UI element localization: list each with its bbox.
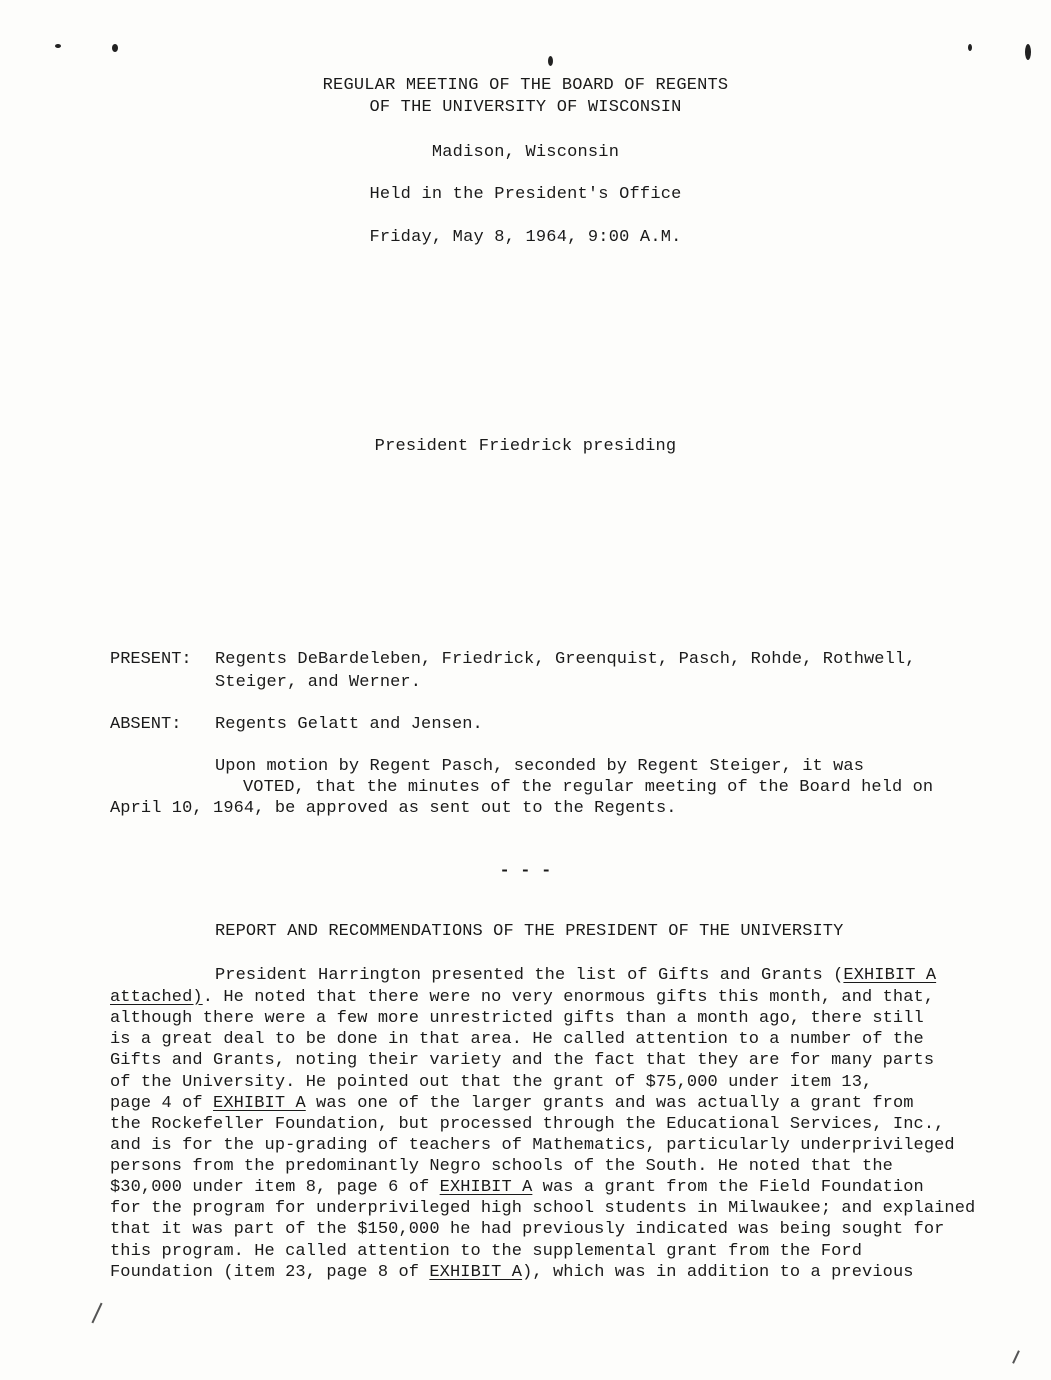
meeting-title-line1: REGULAR MEETING OF THE BOARD OF REGENTS <box>322 76 729 95</box>
scan-speck <box>968 44 972 51</box>
exhibit-a-reference: EXHIBIT A <box>213 1094 306 1113</box>
present-list-line2: Steiger, and Werner. <box>215 673 422 692</box>
scan-mark <box>1012 1350 1020 1364</box>
motion-line1: Upon motion by Regent Pasch, seconded by Regent Steiger, it was <box>215 757 865 776</box>
report-text: page 4 of <box>110 1094 214 1113</box>
scan-speck <box>55 44 61 48</box>
report-line2 <box>110 988 934 1007</box>
report-line15 <box>110 1263 914 1282</box>
report-line13: that it was part of the $150,000 he had previously indicated was being sought for <box>110 1220 945 1239</box>
meeting-datetime: Friday, May 8, 1964, 9:00 A.M. <box>369 228 682 247</box>
absent-list: Regents Gelatt and Jensen. <box>215 715 483 734</box>
report-line3: although there were a few more unrestricted gifts than a month ago, there still <box>110 1009 924 1028</box>
meeting-title-line2: OF THE UNIVERSITY OF WISCONSIN <box>369 98 682 117</box>
scan-speck <box>1025 44 1031 60</box>
report-line9: and is for the up-grading of teachers of Mathematics, particularly underprivileged <box>110 1136 955 1155</box>
report-line14: this program. He called attention to the supplemental grant from the Ford <box>110 1242 863 1261</box>
motion-line2: VOTED, that the minutes of the regular meeting of the Board held on <box>243 778 934 797</box>
report-line4: is a great deal to be done in that area. He called attention to a number of the <box>110 1030 924 1049</box>
section-separator: - - - <box>499 862 552 881</box>
report-text: President Harrington presented the list of Gifts and Grants ( <box>215 966 844 985</box>
motion-line3: April 10, 1964, be approved as sent out to the Regents. <box>110 799 677 818</box>
report-text: ), which was in addition to a previous <box>522 1263 914 1282</box>
exhibit-a-reference: EXHIBIT A <box>429 1263 523 1282</box>
presiding-line: President Friedrick presiding <box>374 437 677 456</box>
report-line10: persons from the predominantly Negro schools of the South. He noted that the <box>110 1157 893 1176</box>
scan-mark <box>91 1303 102 1324</box>
report-line12: for the program for underprivileged high school students in Milwaukee; and explained <box>110 1199 976 1218</box>
present-list-line1: Regents DeBardeleben, Friedrick, Greenquist, Pasch, Rohde, Rothwell, <box>215 650 916 669</box>
absent-label: ABSENT: <box>110 715 182 734</box>
present-label: PRESENT: <box>110 650 192 669</box>
exhibit-a-reference: EXHIBIT A <box>439 1178 533 1197</box>
report-line11 <box>110 1178 924 1197</box>
exhibit-a-reference: attached) <box>110 988 203 1007</box>
meeting-venue: Held in the President's Office <box>369 185 682 204</box>
scan-speck <box>112 44 118 52</box>
report-line5: Gifts and Grants, noting their variety and the fact that they are for many parts <box>110 1051 935 1070</box>
report-text: Foundation (item 23, page 8 of <box>110 1263 430 1282</box>
report-line6: of the University. He pointed out that the grant of $75,000 under item 13, <box>110 1073 873 1092</box>
exhibit-a-reference: EXHIBIT A <box>843 966 937 985</box>
report-text: . He noted that there were no very enormous gifts this month, and that, <box>202 988 935 1007</box>
report-text: $30,000 under item 8, page 6 of <box>110 1178 440 1197</box>
report-text: was one of the larger grants and was actually a grant from <box>305 1094 914 1113</box>
report-line1 <box>215 966 936 985</box>
scan-speck <box>548 56 553 66</box>
report-line8: the Rockefeller Foundation, but processed through the Educational Services, Inc., <box>110 1115 945 1134</box>
report-heading: REPORT AND RECOMMENDATIONS OF THE PRESIDENT OF THE UNIVERSITY <box>215 922 844 941</box>
report-line7 <box>110 1094 914 1113</box>
report-text: was a grant from the Field Foundation <box>532 1178 924 1197</box>
meeting-location: Madison, Wisconsin <box>431 143 620 162</box>
